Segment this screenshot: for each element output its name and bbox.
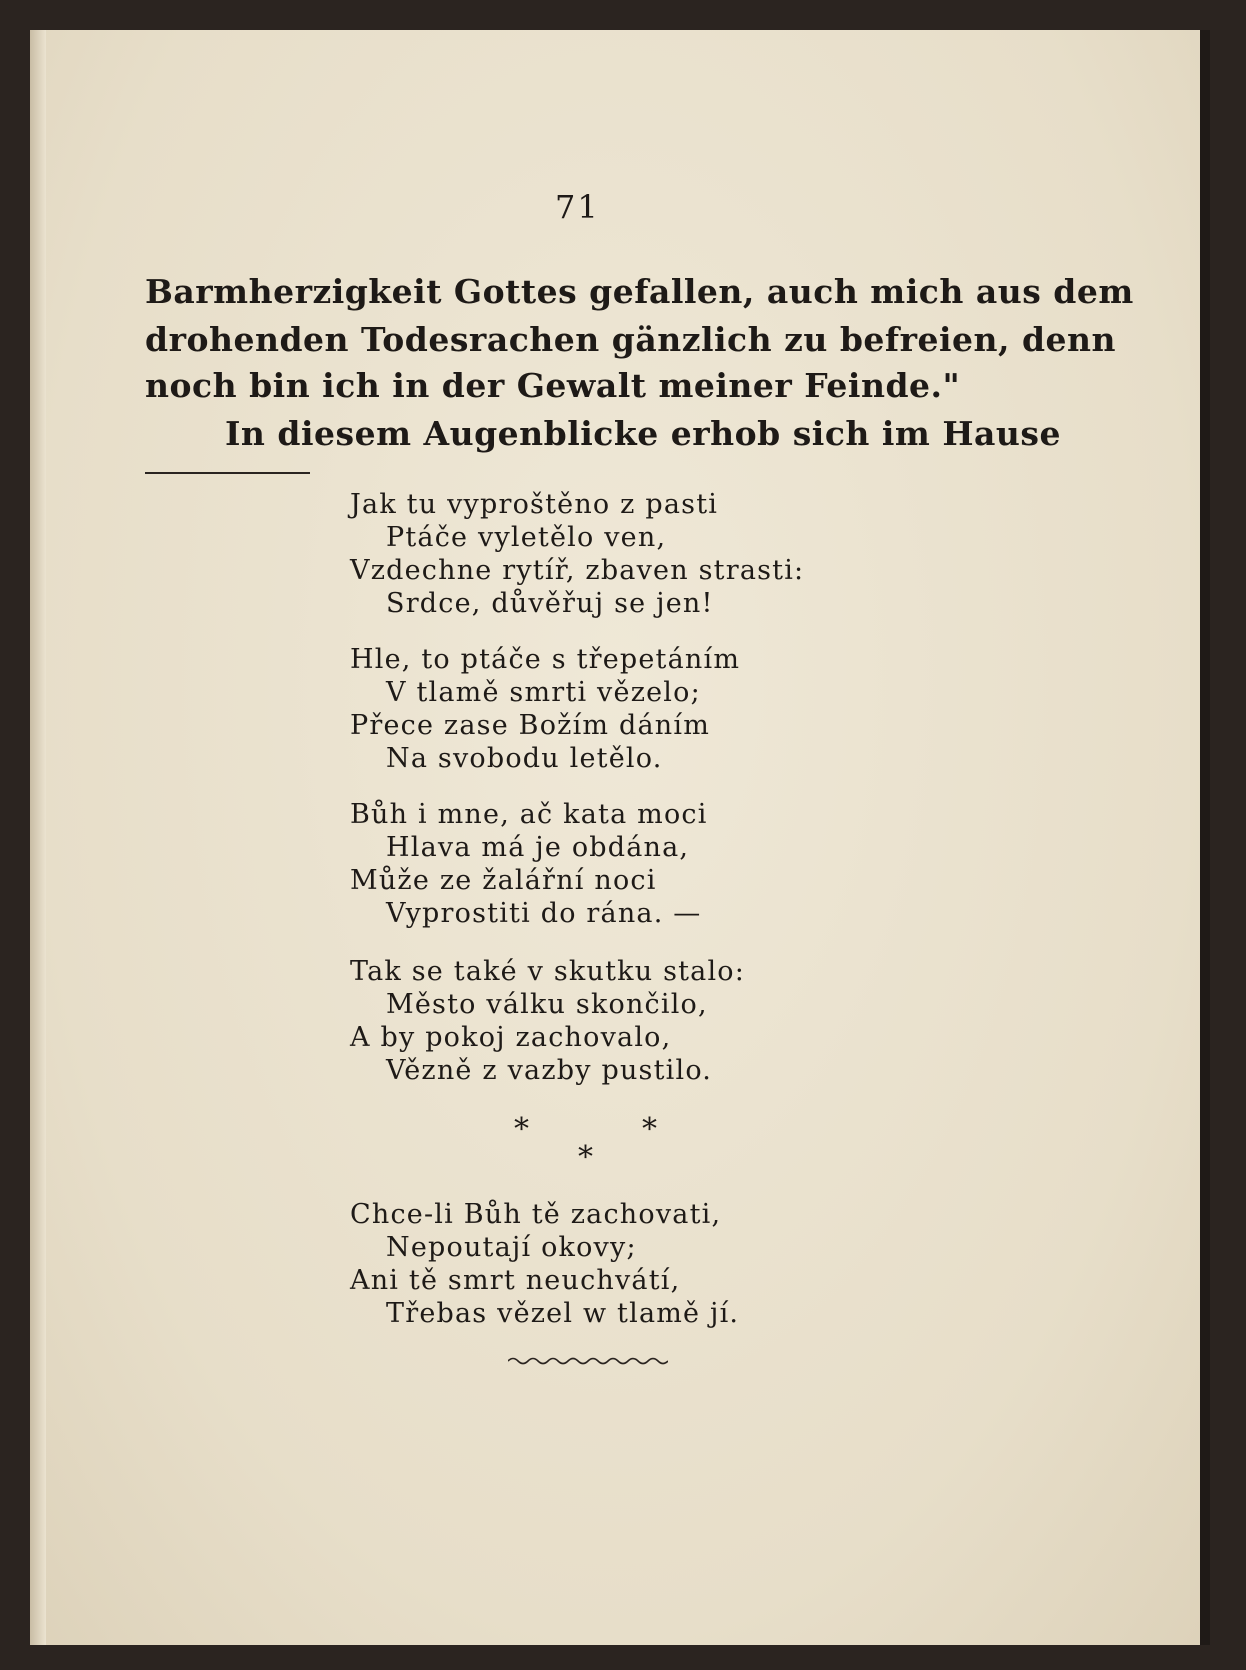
poem-stanza-5 <box>350 1198 739 1330</box>
page-number: 71 <box>555 188 600 226</box>
verse-line: Srdce, důvěřuj se jen! <box>386 588 714 619</box>
verse-line: V tlamě smrti vězelo; <box>386 677 701 708</box>
asterism-star: * <box>578 1140 593 1175</box>
prose-line: noch bin ich in der Gewalt meiner Feinde." <box>145 366 961 405</box>
poem-stanza-3 <box>350 798 708 930</box>
end-ornament <box>508 1355 668 1367</box>
verse-line: Ani tě smrt neuchvátí, <box>350 1265 681 1296</box>
verse-line: Chce-li Bůh tě zachovati, <box>350 1199 722 1230</box>
verse-line: Na svobodu letělo. <box>386 743 663 774</box>
verse-line: Jak tu vyproštěno z pasti <box>350 489 719 520</box>
asterism-star: * <box>514 1112 529 1147</box>
verse-line: Třebas vězel w tlamě jí. <box>386 1298 740 1329</box>
verse-line: Nepoutají okovy; <box>386 1232 637 1263</box>
prose-line: In diesem Augenblicke erhob sich im Hause <box>225 414 1061 453</box>
verse-line: Může ze žalářní noci <box>350 865 657 896</box>
verse-line: Vězně z vazby pustilo. <box>386 1055 713 1086</box>
poem-stanza-1 <box>350 488 804 620</box>
verse-line: Vyprostiti do rána. — <box>386 898 702 929</box>
verse-line: A by pokoj zachovalo, <box>350 1022 672 1053</box>
verse-line: Hle, to ptáče s třepetáním <box>350 644 741 675</box>
verse-line: Vzdechne rytíř, zbaven strasti: <box>350 555 805 586</box>
prose-line: drohenden Todesrachen gänzlich zu befreien, denn <box>145 320 1117 359</box>
prose-line: Barmherzigkeit Gottes gefallen, auch mich aus dem <box>145 272 1134 311</box>
verse-line: Bůh i mne, ač kata moci <box>350 799 708 830</box>
footnote-rule <box>145 472 310 474</box>
page-gutter <box>30 30 46 1645</box>
verse-line: Tak se také v skutku stalo: <box>350 956 746 987</box>
asterism-star: * <box>642 1112 657 1147</box>
verse-line: Ptáče vyletělo ven, <box>386 522 667 553</box>
verse-line: Město válku skončilo, <box>386 989 708 1020</box>
poem-stanza-2 <box>350 643 740 775</box>
verse-line: Hlava má je obdána, <box>386 832 690 863</box>
verse-line: Přece zase Božím dáním <box>350 710 711 741</box>
poem-stanza-4 <box>350 955 745 1087</box>
